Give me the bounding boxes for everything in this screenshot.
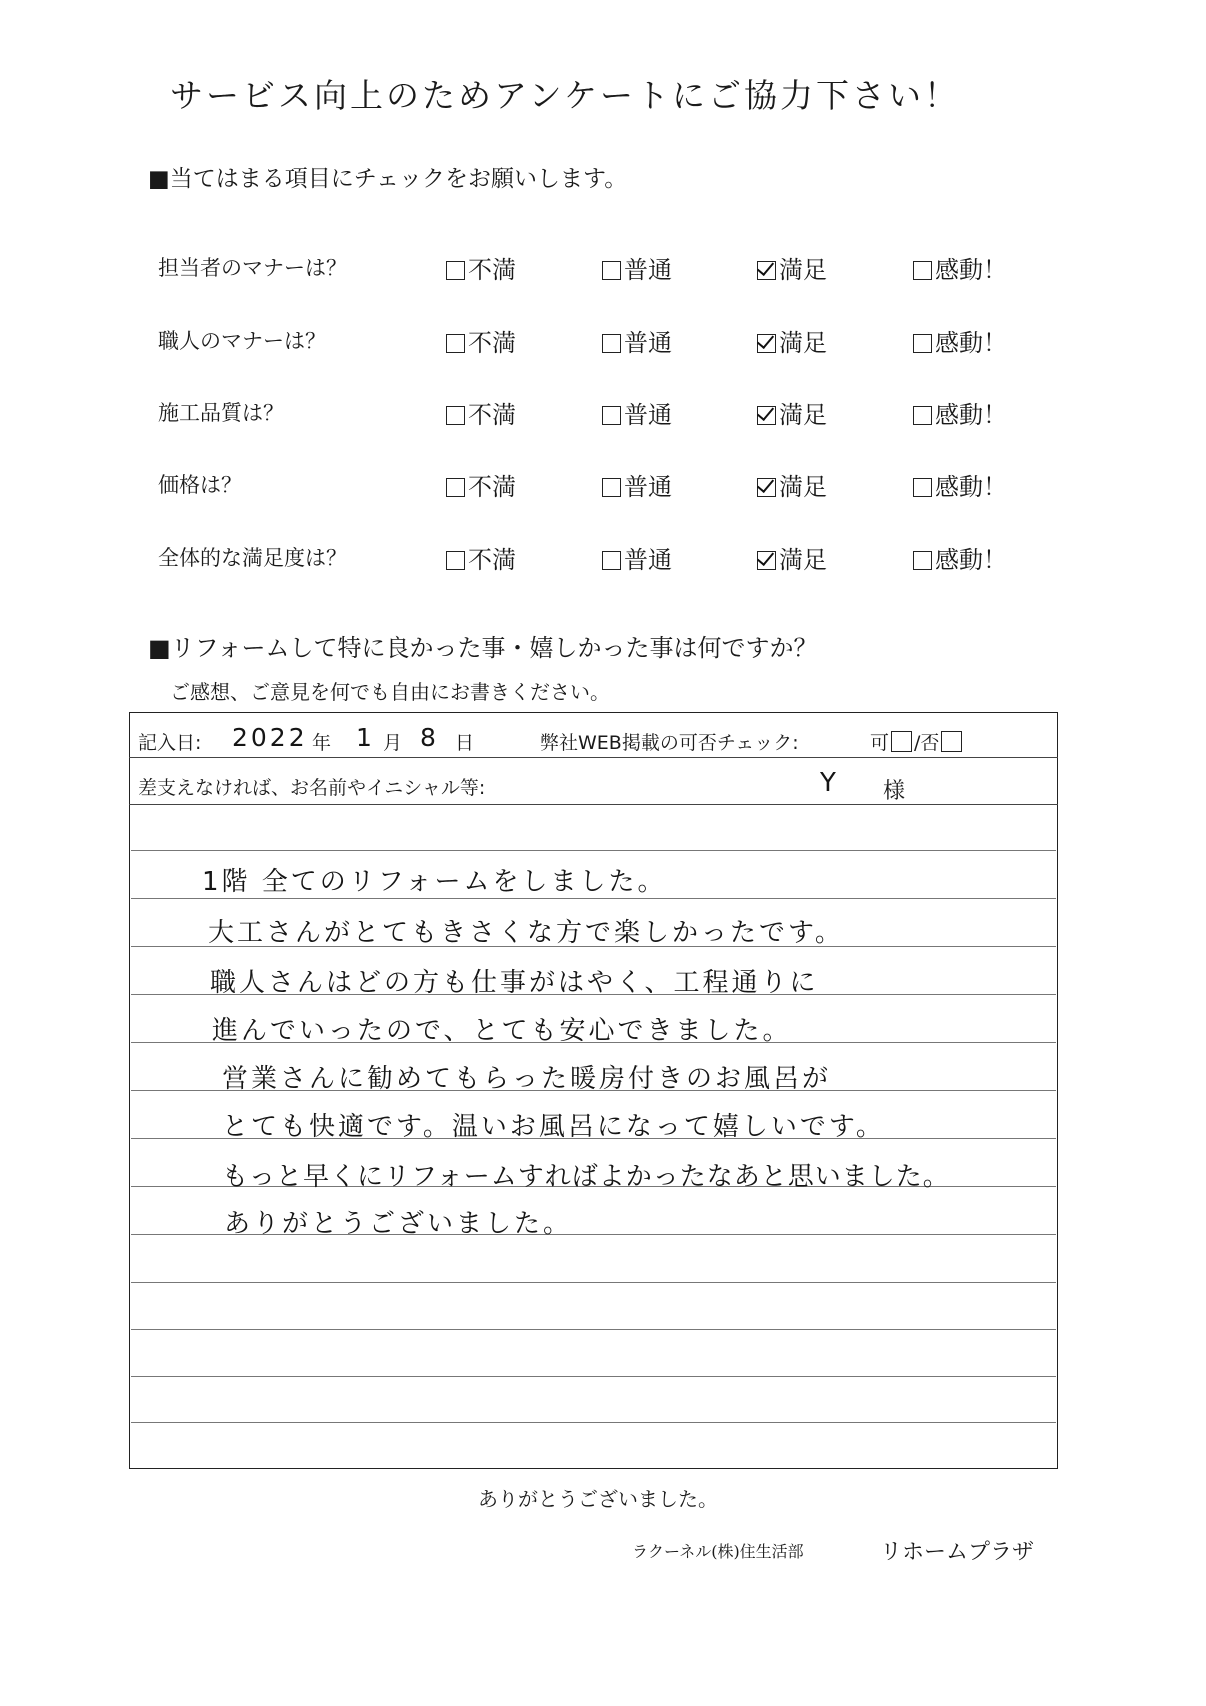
web-no-label: 否 xyxy=(920,732,940,754)
rating-option-label: 不満 xyxy=(468,546,516,574)
checkbox[interactable] xyxy=(913,406,932,425)
web-permission xyxy=(870,728,964,755)
rating-option[interactable] xyxy=(757,540,827,575)
rating-option-label: 不満 xyxy=(468,256,516,284)
checkbox-checked[interactable] xyxy=(757,478,776,497)
ruled-line xyxy=(131,1376,1056,1377)
comment-line: 営業さんに勧めてもらった暖房付きのお風呂が xyxy=(222,1064,832,1094)
web-separator: / xyxy=(914,732,921,754)
rating-option-label: 不満 xyxy=(468,473,516,501)
rating-option[interactable] xyxy=(757,323,827,358)
date-month[interactable]: 1 xyxy=(356,723,375,752)
rating-option[interactable] xyxy=(913,467,1007,502)
rating-option-label: 満足 xyxy=(779,401,827,429)
rating-option-label: 普通 xyxy=(624,401,672,429)
checkbox-checked[interactable] xyxy=(757,406,776,425)
rating-option[interactable] xyxy=(602,323,672,358)
ruled-line xyxy=(131,898,1056,899)
rating-option[interactable] xyxy=(602,395,672,430)
comment-line: とても快適です。温いお風呂になって嬉しいです。 xyxy=(222,1112,885,1142)
comment-line: 1階 全てのリフォームをしました。 xyxy=(202,867,667,897)
day-unit: 日 xyxy=(455,732,475,754)
checkbox[interactable] xyxy=(446,551,465,570)
rating-option-label: 満足 xyxy=(779,329,827,357)
checkbox-checked[interactable] xyxy=(757,261,776,280)
web-check-label: 弊社WEB掲載の可否チェック: xyxy=(540,732,799,754)
comment-line: ありがとうございました。 xyxy=(224,1209,573,1239)
year-unit: 年 xyxy=(312,732,332,754)
ruled-line xyxy=(131,1282,1056,1283)
form-divider xyxy=(129,804,1058,805)
web-yes-label: 可 xyxy=(870,732,890,754)
footer-brand: リホームプラザ xyxy=(880,1540,1035,1565)
section-comments-heading: ■リフォームして特に良かった事・嬉しかった事は何ですか？ xyxy=(148,634,818,662)
rating-option[interactable] xyxy=(446,250,516,285)
checkbox[interactable] xyxy=(446,261,465,280)
rating-option-label: 感動！ xyxy=(935,401,1007,429)
rating-option[interactable] xyxy=(446,323,516,358)
checkbox[interactable] xyxy=(602,478,621,497)
comment-line: 職人さんはどの方も仕事がはやく、工程通りに xyxy=(210,968,819,998)
checkbox[interactable] xyxy=(446,478,465,497)
question-label: 価格は？ xyxy=(158,473,242,497)
checkbox[interactable] xyxy=(602,406,621,425)
footer-thanks: ありがとうございました。 xyxy=(478,1487,718,1511)
name-value[interactable]: Y xyxy=(820,768,839,798)
rating-option-label: 感動！ xyxy=(935,546,1007,574)
name-suffix: 様 xyxy=(883,779,906,804)
rating-option-label: 満足 xyxy=(779,546,827,574)
date-label: 記入日: xyxy=(138,732,202,754)
checkbox[interactable] xyxy=(913,261,932,280)
rating-option[interactable] xyxy=(446,395,516,430)
ruled-line xyxy=(131,1422,1056,1423)
checkbox[interactable] xyxy=(602,261,621,280)
rating-option[interactable] xyxy=(913,323,1007,358)
question-label: 職人のマナーは？ xyxy=(158,329,326,353)
question-label: 全体的な満足度は？ xyxy=(158,546,347,570)
rating-option-label: 満足 xyxy=(779,256,827,284)
rating-option[interactable] xyxy=(913,540,1007,575)
rating-option-label: 満足 xyxy=(779,473,827,501)
ruled-line xyxy=(131,1329,1056,1330)
checkbox[interactable] xyxy=(913,478,932,497)
rating-option-label: 普通 xyxy=(624,546,672,574)
rating-option[interactable] xyxy=(446,467,516,502)
question-label: 担当者のマナーは？ xyxy=(158,256,347,280)
section-comments-subheading: ご感想、ご意見を何でも自由にお書きください。 xyxy=(170,680,610,704)
rating-option-label: 普通 xyxy=(624,473,672,501)
checkbox-checked[interactable] xyxy=(757,551,776,570)
checkbox[interactable] xyxy=(602,334,621,353)
footer-company: ラクーネル(株)住生活部 xyxy=(632,1542,804,1561)
rating-option-label: 感動！ xyxy=(935,473,1007,501)
survey-title: サービス向上のためアンケートにご協力下さい！ xyxy=(169,76,961,115)
rating-option[interactable] xyxy=(757,395,827,430)
question-label: 施工品質は？ xyxy=(158,401,284,425)
rating-option-label: 不満 xyxy=(468,329,516,357)
checkbox-checked[interactable] xyxy=(757,334,776,353)
rating-option-label: 普通 xyxy=(624,329,672,357)
rating-option[interactable] xyxy=(757,250,827,285)
comment-line: 大工さんがとてもきさくな方で楽しかったです。 xyxy=(208,918,844,948)
checkbox[interactable] xyxy=(446,406,465,425)
rating-option[interactable] xyxy=(913,250,1007,285)
section-checklist-heading: ■当てはまる項目にチェックをお願いします。 xyxy=(148,166,628,192)
form-divider xyxy=(129,757,1058,758)
comment-line: もっと早くにリフォームすればよかったなあと思いました。 xyxy=(222,1162,950,1192)
rating-option-label: 感動！ xyxy=(935,329,1007,357)
rating-option-label: 不満 xyxy=(468,401,516,429)
checkbox[interactable] xyxy=(913,334,932,353)
rating-option[interactable] xyxy=(446,540,516,575)
checkbox[interactable] xyxy=(602,551,621,570)
ruled-line xyxy=(131,850,1056,851)
rating-option[interactable] xyxy=(913,395,1007,430)
date-day[interactable]: 8 xyxy=(420,723,439,752)
rating-option[interactable] xyxy=(602,250,672,285)
rating-option-label: 普通 xyxy=(624,256,672,284)
rating-option[interactable] xyxy=(602,467,672,502)
web-yes-checkbox[interactable] xyxy=(891,731,912,752)
date-year[interactable]: 2022 xyxy=(232,723,308,752)
rating-option[interactable] xyxy=(602,540,672,575)
checkbox[interactable] xyxy=(913,551,932,570)
name-label: 差支えなければ、お名前やイニシャル等: xyxy=(138,777,486,799)
rating-option[interactable] xyxy=(757,467,827,502)
month-unit: 月 xyxy=(383,732,403,754)
checkbox[interactable] xyxy=(446,334,465,353)
comment-line: 進んでいったので、とても安心できました。 xyxy=(212,1016,792,1046)
web-no-checkbox[interactable] xyxy=(941,731,962,752)
rating-option-label: 感動！ xyxy=(935,256,1007,284)
